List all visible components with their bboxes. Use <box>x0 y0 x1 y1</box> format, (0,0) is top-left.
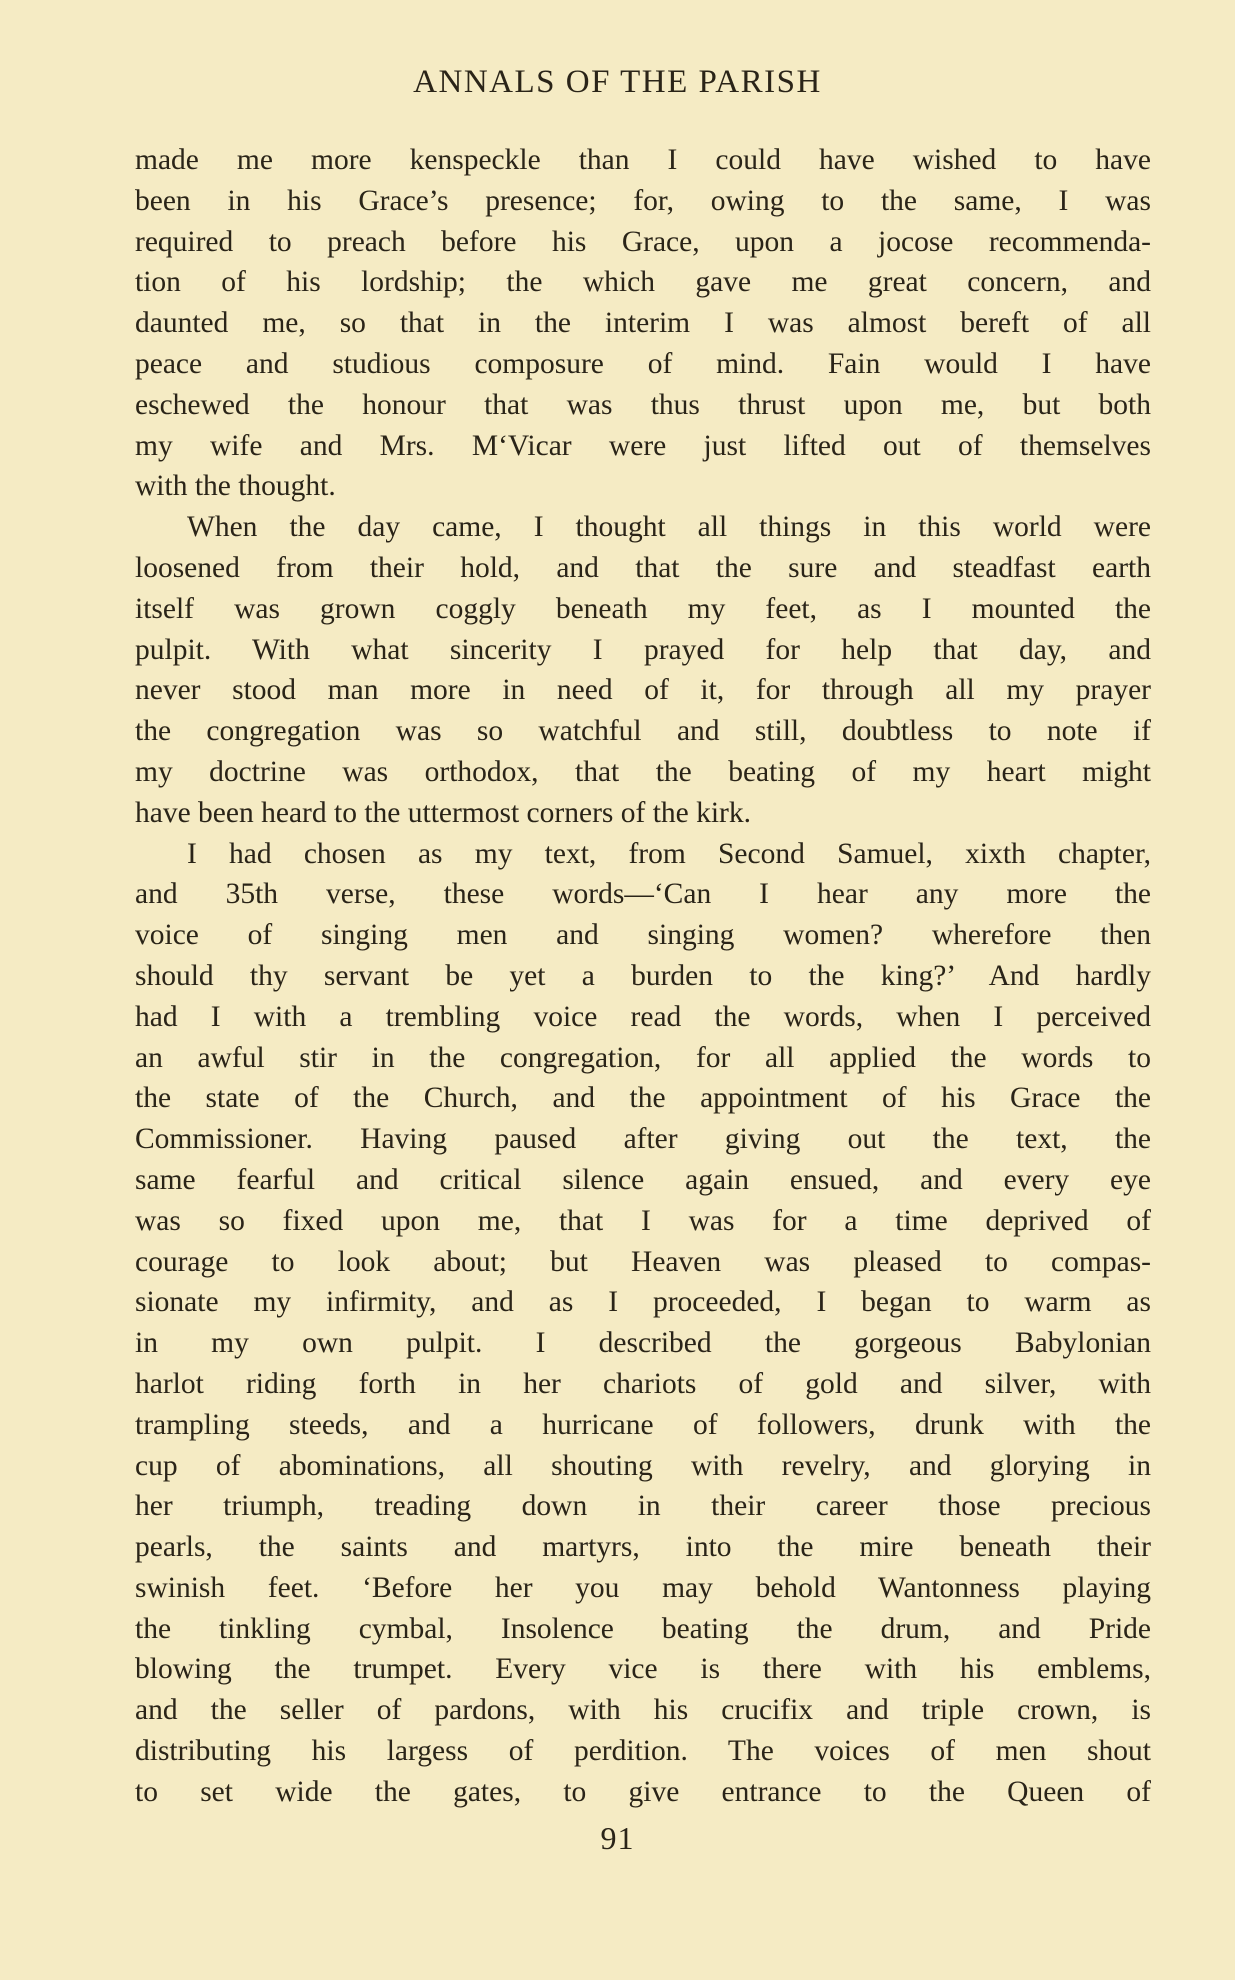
running-head: ANNALS OF THE PARISH <box>413 64 822 100</box>
text-line: voice of singing men and singing women? wherefore then <box>135 919 1151 952</box>
text-line: same fearful and critical silence again ensued, and every eye <box>135 1163 1151 1196</box>
text-line: loosened from their hold, and that the sure and steadfast earth <box>135 551 1151 584</box>
text-line: I had chosen as my text, from Second Samuel, xixth chapter, <box>187 837 1151 870</box>
text-line: trampling steeds, and a hurricane of followers, drunk with the <box>135 1408 1151 1441</box>
text-line: the congregation was so watchful and still, doubtless to note if <box>135 715 1151 748</box>
text-line: pearls, the saints and martyrs, into the mire beneath their <box>135 1531 1151 1564</box>
text-line: had I with a trembling voice read the words, when I perceived <box>135 1000 1151 1033</box>
text-line: eschewed the honour that was thus thrust upon me, but both <box>135 388 1151 421</box>
text-line: and 35th verse, these words—‘Can I hear any more the <box>135 878 1151 911</box>
text-line: been in his Grace’s presence; for, owing to the same, I was <box>135 184 1151 217</box>
text-line: swinish feet. ‘Before her you may behold Wantonness playing <box>135 1571 1151 1604</box>
text-line: made me more kenspeckle than I could have wished to have <box>135 144 1151 176</box>
text-line: my wife and Mrs. M‘Vicar were just lifted out of themselves <box>135 429 1151 462</box>
text-line: When the day came, I thought all things in this world were <box>187 511 1151 544</box>
text-line: cup of abominations, all shouting with revelry, and glorying in <box>135 1449 1151 1482</box>
text-line: never stood man more in need of it, for through all my prayer <box>135 674 1151 707</box>
text-line: harlot riding forth in her chariots of gold and silver, with <box>135 1367 1151 1400</box>
text-line: was so fixed upon me, that I was for a time deprived of <box>135 1204 1151 1237</box>
text-line: to set wide the gates, to give entrance to the Queen of <box>135 1775 1151 1808</box>
text-line: should thy servant be yet a burden to the king?’ And hardly <box>135 959 1151 992</box>
text-line: with the thought. <box>135 470 336 503</box>
text-line: in my own pulpit. I described the gorgeous Babylonian <box>135 1327 1151 1360</box>
text-line: and the seller of pardons, with his crucifix and triple crown, is <box>135 1694 1151 1727</box>
text-line: pulpit. With what sincerity I prayed for help that day, and <box>135 633 1151 666</box>
text-line: sionate my infirmity, and as I proceeded, I began to warm as <box>135 1286 1151 1319</box>
text-line: courage to look about; but Heaven was pleased to compas- <box>135 1245 1151 1278</box>
text-line: required to preach before his Grace, upon a jocose recommenda- <box>135 225 1151 258</box>
text-line: tion of his lordship; the which gave me great concern, and <box>135 266 1151 299</box>
text-line: blowing the trumpet. Every vice is there with his emblems, <box>135 1653 1151 1686</box>
text-line: have been heard to the uttermost corners of the kirk. <box>135 796 751 829</box>
text-line: daunted me, so that in the interim I was almost bereft of all <box>135 307 1151 340</box>
text-line: her triumph, treading down in their career those precious <box>135 1490 1151 1523</box>
page-number: 91 <box>600 1820 635 1856</box>
body-text <box>135 140 1151 1813</box>
text-line: peace and studious composure of mind. Fain would I have <box>135 347 1151 380</box>
text-line: itself was grown coggly beneath my feet, as I mounted the <box>135 592 1151 625</box>
text-line: distributing his largess of perdition. The voices of men shout <box>135 1735 1151 1768</box>
text-line: the tinkling cymbal, Insolence beating the drum, and Pride <box>135 1612 1151 1645</box>
text-line: my doctrine was orthodox, that the beating of my heart might <box>135 755 1151 788</box>
text-line: the state of the Church, and the appointment of his Grace the <box>135 1082 1151 1115</box>
text-line: an awful stir in the congregation, for all applied the words to <box>135 1041 1151 1074</box>
text-line: Commissioner. Having paused after giving out the text, the <box>135 1123 1151 1156</box>
